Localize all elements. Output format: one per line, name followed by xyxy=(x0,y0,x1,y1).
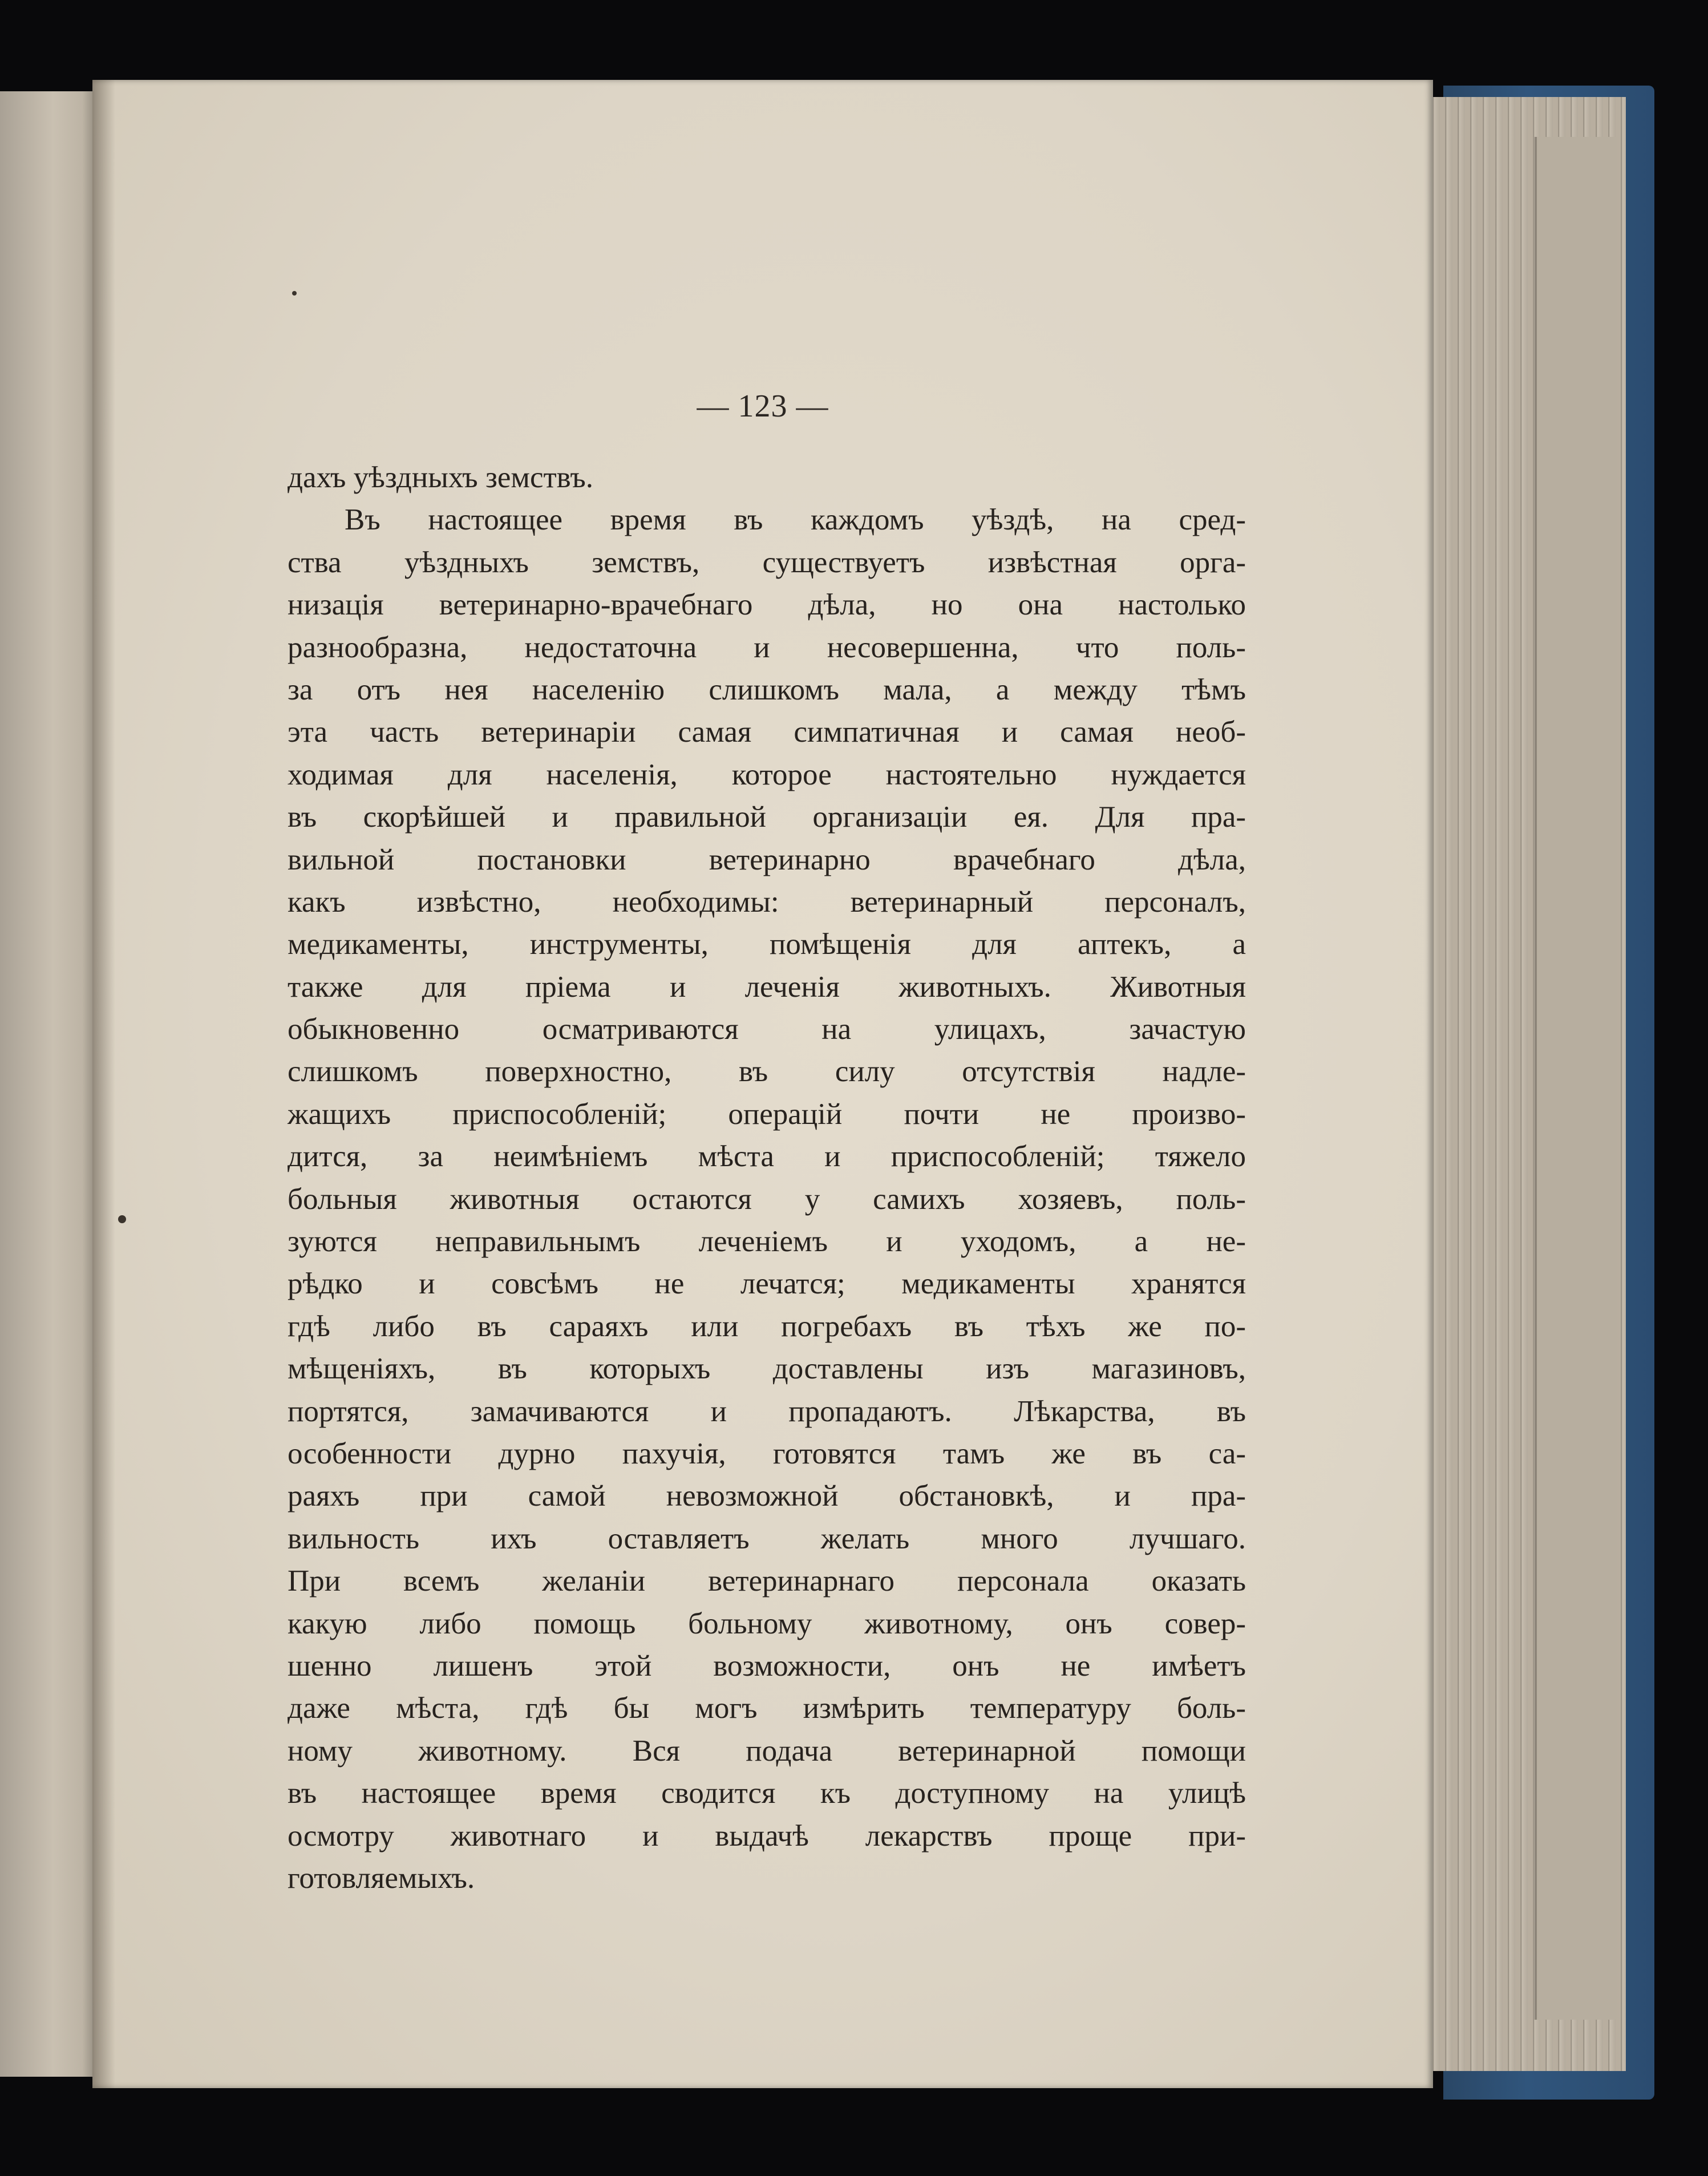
text-line: особенности дурно пахучія, готовятся тамъ же въ са- xyxy=(288,1437,1246,1470)
paper-speck xyxy=(118,1215,126,1223)
text-line: какъ извѣстно, необходимы: ветеринарный персоналъ, xyxy=(288,885,1246,919)
text-line: портятся, замачиваются и пропадаютъ. Лѣкарства, въ xyxy=(288,1394,1246,1428)
text-line: вильность ихъ оставляетъ желать много лучшаго. xyxy=(288,1522,1246,1555)
previous-page-edge xyxy=(0,91,97,2077)
text-line: зуются неправильнымъ леченіемъ и уходомъ, а не- xyxy=(288,1225,1246,1259)
text-line: больныя животныя остаются у самихъ хозяевъ, поль- xyxy=(288,1182,1246,1216)
text-line: даже мѣста, гдѣ бы могъ измѣрить температуру боль- xyxy=(288,1692,1246,1725)
text-line: за отъ нея населенію слишкомъ мала, а между тѣмъ xyxy=(288,673,1246,706)
paper-speck xyxy=(292,291,297,296)
text-line: готовляемыхъ. xyxy=(288,1861,475,1895)
text-line: обыкновенно осматриваются на улицахъ, зачастую xyxy=(288,1013,1246,1046)
text-line: ному животному. Вся подача ветеринарной помощи xyxy=(288,1734,1246,1768)
text-line: въ скорѣйшей и правильной организаціи ея. Для пра- xyxy=(288,800,1246,834)
text-line: шенно лишенъ этой возможности, онъ не имѣетъ xyxy=(288,1649,1246,1682)
text-line: также для пріема и леченія животныхъ. Животныя xyxy=(288,970,1246,1004)
text-line: въ настоящее время сводится къ доступному на улицѣ xyxy=(288,1777,1246,1810)
text-line: вильной постановки ветеринарно врачебнаго дѣла, xyxy=(288,843,1246,876)
text-line: разнообразна, недостаточна и несовершенна, что поль- xyxy=(288,630,1246,664)
page-text xyxy=(288,456,1246,1899)
text-line: дахъ уѣздныхъ земствъ. xyxy=(288,461,594,494)
text-line: медикаменты, инструменты, помѣщенія для аптекъ, а xyxy=(288,928,1246,961)
page-number: — 123 — xyxy=(697,389,829,424)
text-line: низація ветеринарно-врачебнаго дѣла, но она настолько xyxy=(288,588,1246,622)
text-line: жащихъ приспособленій; операцій почти не произво- xyxy=(288,1097,1246,1131)
text-line: ства уѣздныхъ земствъ, существуетъ извѣстная орга- xyxy=(288,545,1246,579)
text-line: При всемъ желаніи ветеринарнаго персонала оказать xyxy=(288,1564,1246,1598)
book-page xyxy=(92,80,1433,2088)
text-line: рѣдко и совсѣмъ не лечатся; медикаменты хранятся xyxy=(288,1267,1246,1301)
page-stack-front xyxy=(1535,137,1617,2020)
text-line: Въ настоящее время въ каждомъ уѣздѣ, на сред- xyxy=(345,503,1246,537)
text-line: эта часть ветеринаріи самая симпатичная и самая необ- xyxy=(288,715,1246,749)
gutter-shadow xyxy=(92,80,115,2088)
text-line: какую либо помощь больному животному, онъ совер- xyxy=(288,1607,1246,1640)
text-line: дится, за неимѣніемъ мѣста и приспособленій; тяжело xyxy=(288,1140,1246,1174)
text-line: слишкомъ поверхностно, въ силу отсутствія надле- xyxy=(288,1055,1246,1089)
text-line: раяхъ при самой невозможной обстановкѣ, и пра- xyxy=(288,1479,1246,1513)
text-line: ходимая для населенія, которое настоятельно нуждается xyxy=(288,758,1246,791)
text-line: мѣщеніяхъ, въ которыхъ доставлены изъ магазиновъ, xyxy=(288,1352,1246,1386)
text-line: осмотру животнаго и выдачѣ лекарствъ проще при- xyxy=(288,1819,1246,1853)
text-line: гдѣ либо въ сараяхъ или погребахъ въ тѣхъ же по- xyxy=(288,1309,1246,1343)
